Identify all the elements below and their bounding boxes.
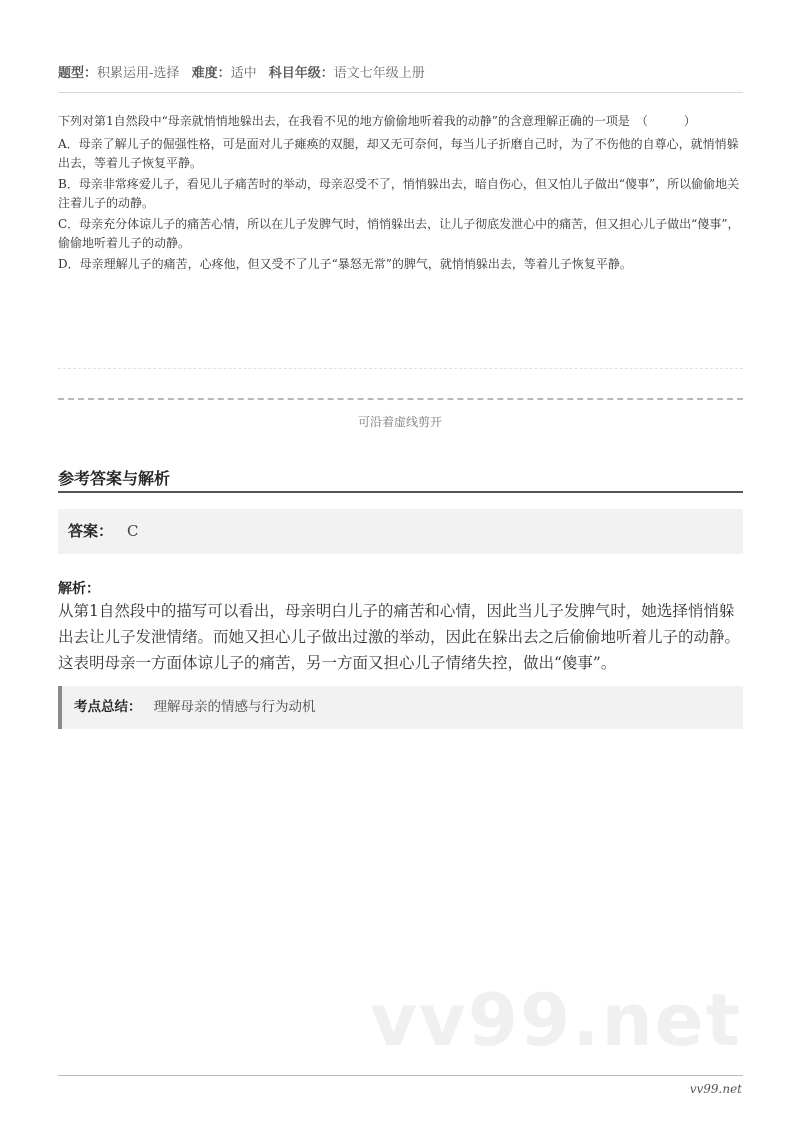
question-stem: 下列对第1自然段中“母亲就悄悄地躲出去，在我看不见的地方偷偷地听着我的动静”的含意理解正确的一项是 （ ）	[58, 114, 696, 128]
watermark: vv99.net	[370, 978, 742, 1062]
analysis-label: 解析：	[58, 581, 100, 597]
cut-hint: 可沿着虚线剪开	[357, 415, 442, 429]
light-dashed-line	[58, 368, 743, 369]
question-block	[58, 112, 748, 276]
difficulty-label: 难度：	[191, 66, 231, 81]
analysis-text: 从第1自然段中的描写可以看出，母亲明白儿子的痛苦和心情，因此当儿子发脾气时，她选择悄悄躲出去让儿子发泄情绪。而她又担心儿子做出过激的举动，因此在躲出去之后偷偷地听着儿子的动静。这表明母亲一方面体谅儿子的痛苦，另一方面又担心儿子情绪失控，做出“傻事”。	[58, 602, 741, 672]
cut-line	[58, 398, 743, 400]
grade-value: 语文七年级上册	[333, 66, 425, 81]
summary-value: 理解母亲的情感与行为动机	[153, 699, 316, 715]
answer-box	[58, 509, 743, 554]
question-meta	[58, 62, 433, 81]
option-d: D．母亲理解儿子的痛苦，心疼他，但又受不了儿子“暴怒无常”的脾气，就悄悄躲出去，等着儿子恢复平静。	[58, 257, 632, 271]
answer-value: C	[127, 522, 139, 540]
summary-box	[58, 686, 743, 729]
type-value: 积累运用-选择	[97, 66, 180, 81]
type-label: 题型：	[58, 66, 98, 81]
top-divider	[58, 92, 743, 93]
summary-label: 考点总结：	[74, 699, 142, 715]
option-a: A．母亲了解儿子的倔强性格，可是面对儿子瘫痪的双腿，却又无可奈何，每当儿子折磨自己时，为了不伤他的自尊心，就悄悄躲出去，等着儿子恢复平静。	[58, 137, 739, 170]
footer-divider	[58, 1075, 743, 1076]
section-title: 参考答案与解析	[58, 469, 171, 488]
option-b: B．母亲非常疼爱儿子，看见儿子痛苦时的举动，母亲忍受不了，悄悄躲出去，暗自伤心，但又怕儿子做出“傻事”，所以偷偷地关注着儿子的动静。	[58, 177, 740, 210]
grade-label: 科目年级：	[268, 66, 334, 81]
difficulty-value: 适中	[230, 66, 257, 81]
option-c: C．母亲充分体谅儿子的痛苦心情，所以在儿子发脾气时，悄悄躲出去，让儿子彻底发泄心中的痛苦，但又担心儿子做出“傻事”，偷偷地听着儿子的动静。	[58, 217, 740, 250]
section-divider	[58, 491, 743, 493]
footer-site: vv99.net	[689, 1082, 742, 1096]
answer-label: 答案：	[68, 522, 114, 540]
